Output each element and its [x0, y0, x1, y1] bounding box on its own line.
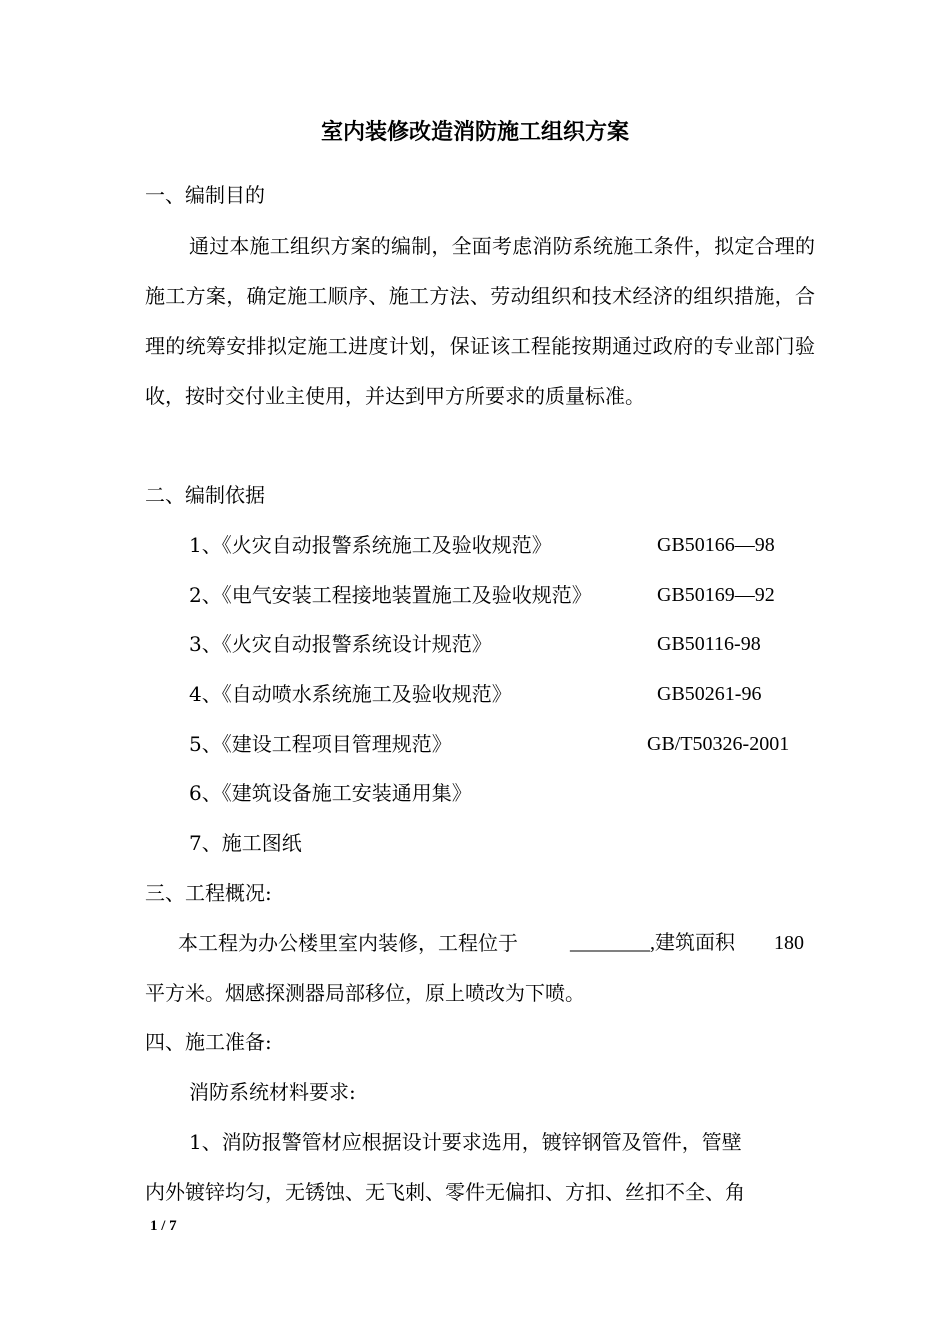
reference-item-3-name: 3、《火灾自动报警系统设计规范》 [189, 632, 492, 656]
reference-item-5-code: GB/T50326-2001 [647, 733, 790, 755]
overview-line-1-text: 本工程为办公楼里室内装修，工程位于 [178, 931, 518, 955]
purpose-paragraph-text: 通过本施工组织方案的编制，全面考虑消防系统施工条件，拟定合理的施工方案，确定施工顺序、施工方法、劳动组织和技术经济的组织措施，合理的统筹安排拟定施工进度计划，保证该工程能按期通过政府的专业部门验收，按时交付业主使用，并达到甲方所要求的质量标准。 [145, 234, 815, 408]
reference-item-5-name: 5、《建设工程项目管理规范》 [189, 732, 452, 756]
overview-line-2: 平方米。烟感探测器局部移位，原上喷改为下喷。 [145, 981, 585, 1005]
section-heading-basis: 二、编制依据 [145, 483, 265, 507]
preparation-subheading: 消防系统材料要求: [189, 1080, 356, 1104]
purpose-paragraph [145, 221, 815, 421]
overview-location-blank: ________,建筑面积 [570, 932, 735, 954]
document-title: 室内装修改造消防施工组织方案 [320, 119, 629, 145]
material-item-1-line-2: 内外镀锌均匀，无锈蚀、无飞刺、零件无偏扣、方扣、丝扣不全、角 [145, 1180, 745, 1204]
reference-item-4-code: GB50261-96 [657, 683, 762, 705]
reference-item-6-name: 6、《建筑设备施工安装通用集》 [189, 781, 472, 805]
reference-item-4-name: 4、《自动喷水系统施工及验收规范》 [189, 682, 512, 706]
reference-item-3-code: GB50116-98 [657, 633, 761, 655]
reference-item-2-code: GB50169—92 [657, 584, 775, 606]
section-heading-purpose: 一、编制目的 [145, 183, 265, 207]
reference-item-1-code: GB50166—98 [657, 534, 775, 556]
reference-item-7-name: 7、施工图纸 [189, 831, 302, 855]
material-item-1-line-1: 1、消防报警管材应根据设计要求选用，镀锌钢管及管件，管壁 [189, 1130, 742, 1154]
overview-area-value: 180 [774, 932, 804, 954]
reference-item-2-name: 2、《电气安装工程接地装置施工及验收规范》 [189, 583, 592, 607]
page-number: 1 / 7 [150, 1218, 177, 1234]
section-heading-overview: 三、工程概况: [145, 881, 272, 905]
section-heading-preparation: 四、施工准备: [145, 1030, 272, 1054]
reference-item-1-name: 1、《火灾自动报警系统施工及验收规范》 [189, 533, 552, 557]
